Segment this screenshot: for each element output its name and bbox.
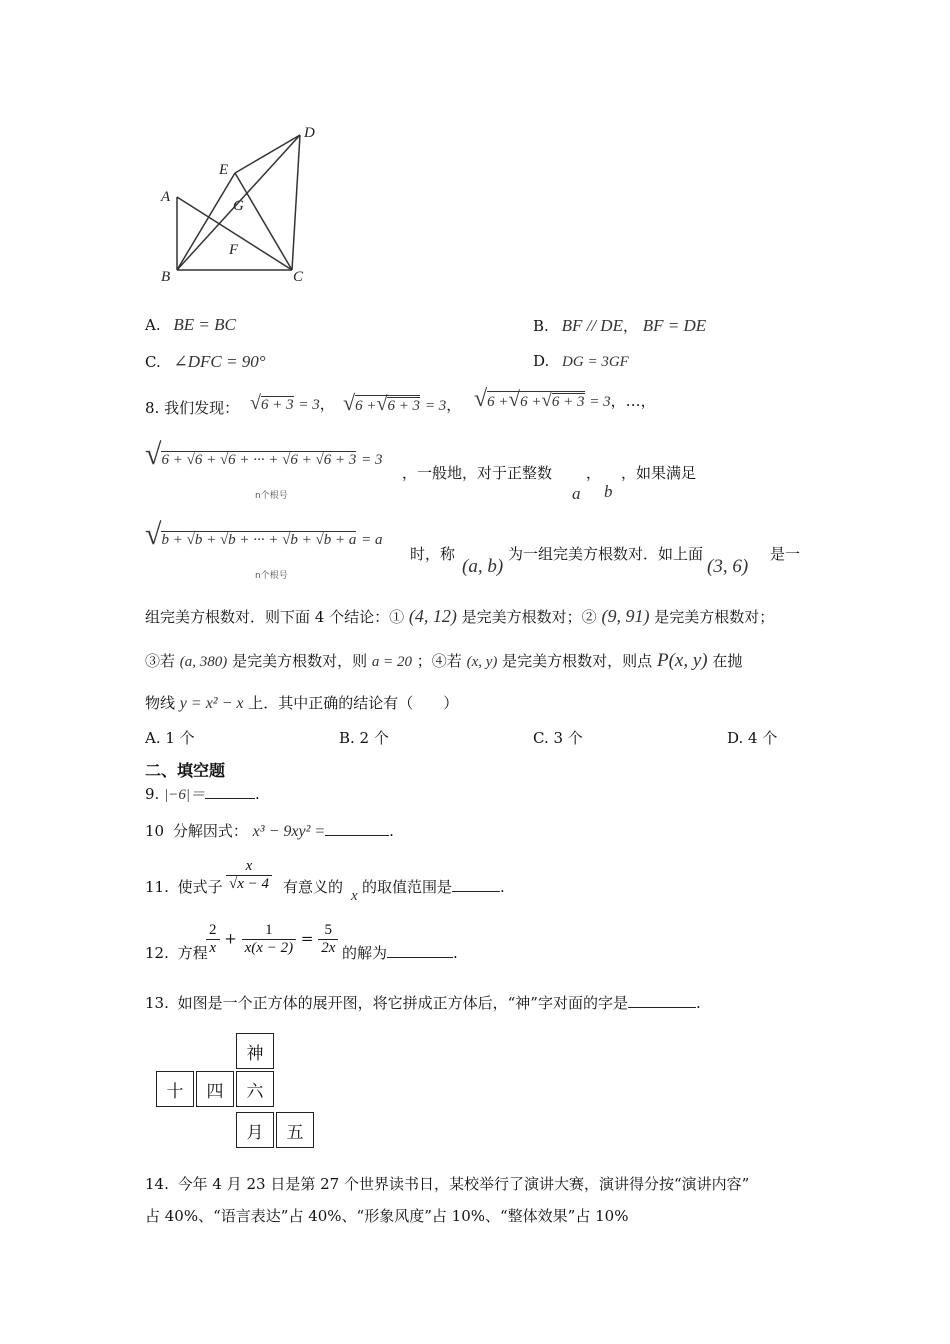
q10: 10 分解因式： x³ − 9xy² = . <box>145 822 394 840</box>
q11-text-2: 有意义的 <box>283 878 344 896</box>
q8-sqrt-2: √6 +√6 + 3 = 3， <box>343 390 462 415</box>
label-g: G <box>233 198 244 214</box>
q7-option-b[interactable]: B. BF // DE， BF = DE <box>533 316 707 335</box>
q8-option-a[interactable]: A. 1 个 <box>145 729 195 747</box>
q8-number: 8. <box>145 399 160 417</box>
q8-line-3-text-1: 时，称 <box>410 545 456 563</box>
cube-cell-shi: 十 <box>156 1071 194 1107</box>
segment-be <box>177 173 235 270</box>
q8-nested-root-1: √6 + √6 + √6 + ··· + √6 + √6 + 3 = 3 <box>145 438 383 471</box>
q8-pair-36: (3, 6) <box>707 556 749 577</box>
q9-answer-blank[interactable] <box>205 798 255 799</box>
q8-sqrt-3: √6 +√6 +√6 + 3 = 3，…， <box>474 386 656 412</box>
q8-line-4: 组完美方根数对．则下面 4 个结论：① (4, 12) 是完美方根数对；② (9, 91) 是完美方根数对； <box>145 606 775 626</box>
section-title: 二、填空题 <box>145 761 226 780</box>
q7-option-a[interactable]: A. BE = BC <box>145 315 236 334</box>
q8-option-d[interactable]: D. 4 个 <box>727 729 778 747</box>
q11-fraction: $\frac{x}{√x - 4}$ <box>226 858 272 893</box>
q8-line-2-text: ，一般地，对于正整数 <box>402 464 553 482</box>
q8-line-5: ③若 (a, 380) 是完美方根数对，则 a = 20 ；④若 (x, y) 是完美方根数对，则点 P(x, y) 在抛 <box>145 650 743 671</box>
label-b: B <box>161 269 171 285</box>
q11-answer-blank[interactable] <box>452 891 500 892</box>
label-a: A <box>161 189 171 205</box>
q14-line-2: 占 40%、“语言表达”占 40%、“形象风度”占 10%、“整体效果”占 10% <box>145 1207 629 1225</box>
q11-text-3: 的取值范围是 . <box>362 878 505 896</box>
cube-cell-liu: 六 <box>236 1071 274 1107</box>
label-e: E <box>219 162 229 178</box>
q8-var-a: a <box>572 484 581 503</box>
q8-line-3-text-2: 为一组完美方根数对．如上面 <box>508 545 704 563</box>
q9: 9. |−6|＝ . <box>145 785 260 803</box>
cube-cell-si: 四 <box>196 1071 234 1107</box>
cube-cell-yue: 月 <box>236 1112 274 1148</box>
q8-line-2-end: ，如果满足 <box>621 464 697 482</box>
q8-comma-ab: ， <box>586 464 602 482</box>
q8-var-b: b <box>604 482 613 501</box>
q13-answer-blank[interactable] <box>628 1007 696 1008</box>
segment-ed <box>235 135 300 173</box>
q7-option-d[interactable]: D. DG = 3GF <box>533 352 629 370</box>
q12-answer-blank[interactable] <box>387 957 453 958</box>
q13: 13. 如图是一个正方体的展开图，将它拼成正方体后，“神”字对面的字是 . <box>145 994 701 1012</box>
q10-answer-blank[interactable] <box>325 835 389 836</box>
q8-pair-ab: (a, b) <box>462 556 504 577</box>
label-f: F <box>229 242 239 258</box>
q7-option-c[interactable]: C. ∠DFC = 90° <box>145 352 266 371</box>
q11: 11. 使式子 <box>145 878 223 896</box>
q8-n-label-1: n个根号 <box>255 491 288 501</box>
cube-cell-shen: 神 <box>236 1033 274 1069</box>
q14-line-1: 14. 今年 4 月 23 日是第 27 个世界读书日，某校举行了演讲大赛，演讲得分按“演讲内容” <box>145 1175 750 1193</box>
q12-equation: $\frac{2}{x}$ + $\frac{1}{x(x - 2)}$ = $\frac{5}{2x}$ <box>206 922 338 957</box>
q8-nested-root-2: √b + √b + √b + ··· + √b + √b + a = a <box>145 518 383 551</box>
segment-ec <box>235 173 292 270</box>
segment-dc <box>292 135 300 270</box>
q8-n-label-2: n个根号 <box>255 571 288 581</box>
cube-cell-wu: 五 <box>276 1112 314 1148</box>
q8-option-b[interactable]: B. 2 个 <box>339 729 389 747</box>
q12-text-2: 的解为 . <box>342 944 458 962</box>
q8-line-6: 物线 y = x² − x 上．其中正确的结论有（ ） <box>145 694 459 712</box>
geometry-figure <box>150 118 330 288</box>
q11-var: x <box>351 888 358 904</box>
q8-option-c[interactable]: C. 3 个 <box>533 729 583 747</box>
q12: 12. 方程 <box>145 944 208 962</box>
label-d: D <box>304 125 315 141</box>
q8-line-1: 8. 我们发现： <box>145 399 240 417</box>
q8-line-3-text-3: 是一 <box>770 545 801 563</box>
q8-sqrt-1: √6 + 3 = 3， <box>250 392 335 414</box>
label-c: C <box>293 269 304 285</box>
